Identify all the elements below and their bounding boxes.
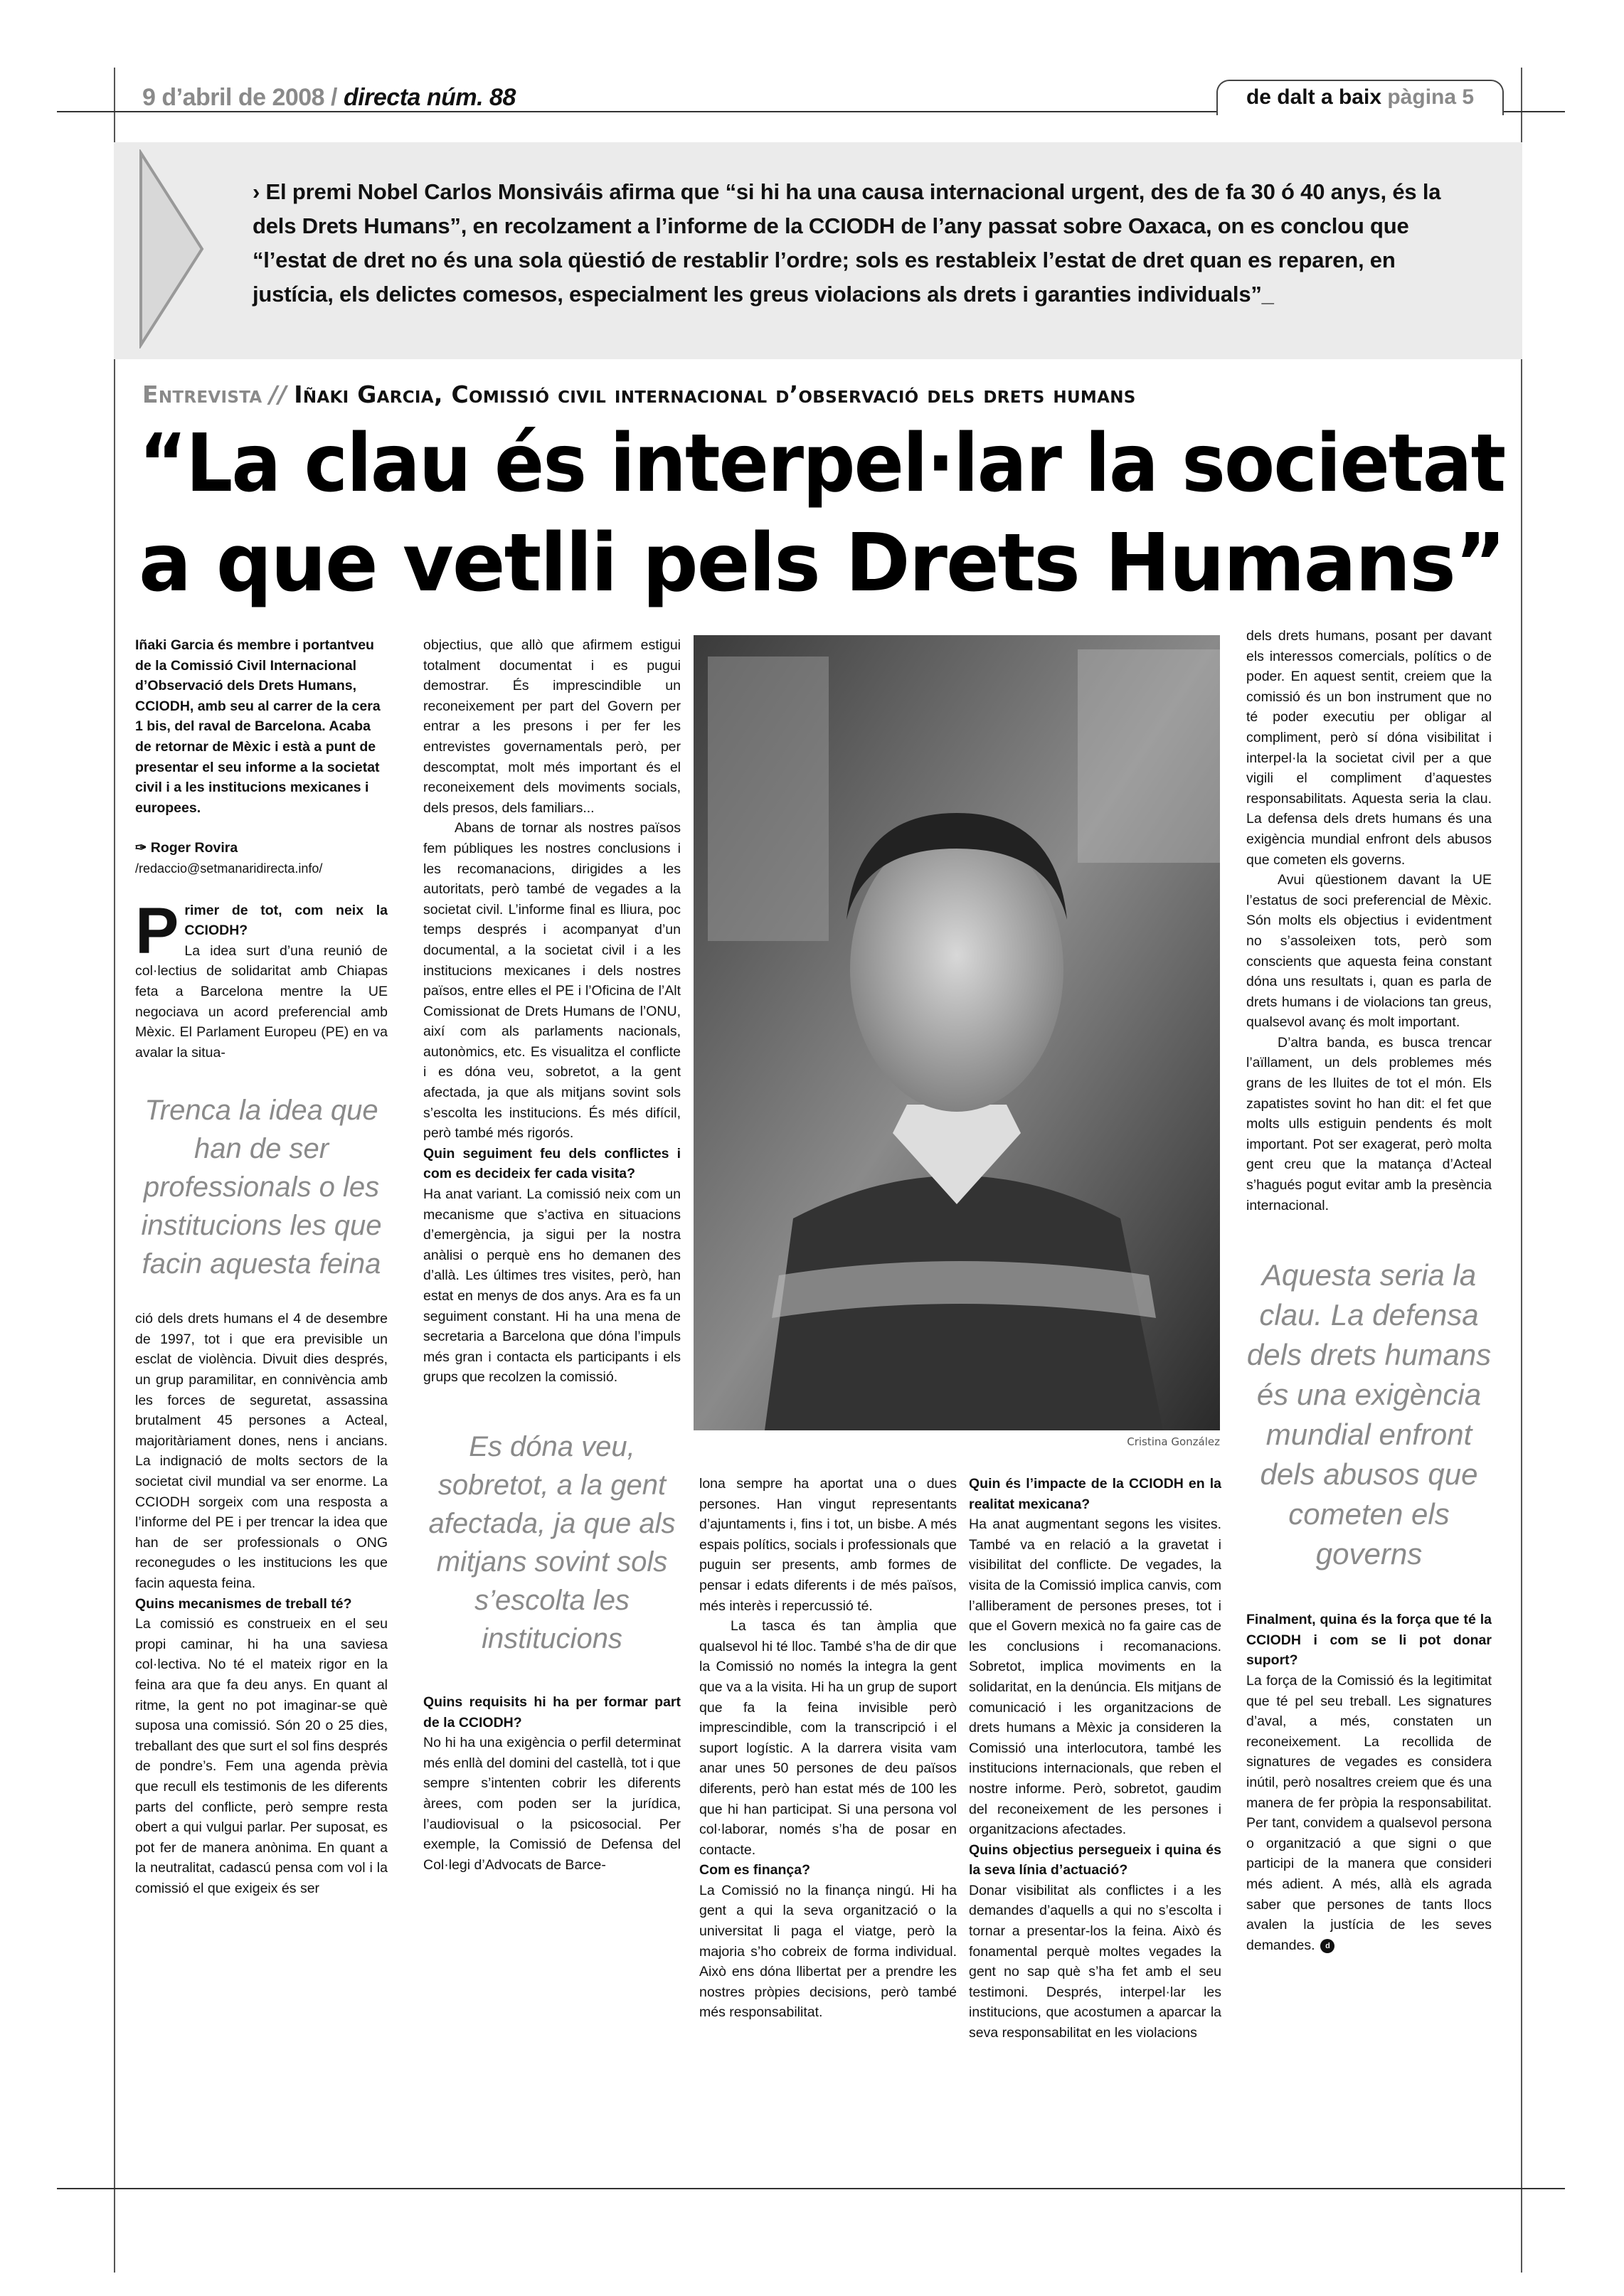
section-kicker: Entrevista <box>142 381 262 408</box>
section-separator: // <box>269 381 287 408</box>
headline-row-1 <box>139 414 1504 514</box>
drop-cap: P <box>135 894 179 967</box>
publication-issue: directa núm. 88 <box>343 84 516 111</box>
pen-icon: ✑ <box>135 840 151 856</box>
pull-quote: Es dóna veu, sobretot, a la gent afectada, ja que als mitjans sovint sols s’escolta les institucions <box>428 1430 676 1654</box>
column-1 <box>135 635 388 1899</box>
column-3 <box>699 1474 957 2023</box>
intro-paragraph: Iñaki Garcia és membre i portantveu de la Comissió Civil Internacional d’Observació dels Drets Humans, CCIODH, amb seu al carrer de la cera 1 bis, del raval de Barcelona. Acaba de retornar de Mèxic i està a punt de presentar el seu informe a la societat civil i a les institucions mexicanes i europees. <box>135 637 381 816</box>
headline <box>139 414 1504 613</box>
answer: lona sempre ha aportat una o dues persones. Han vingut representants d’ajuntaments i, fins i tot, un bisbe. A més espais polítics, socials i professionals que puguin ser presents, amb formes de pensar i edats diferents i de més països, més interès i repercussió té. <box>699 1476 957 1614</box>
portrait-image <box>694 635 1220 1430</box>
section-label <box>142 381 1508 412</box>
answer: Abans de tornar als nostres països fem públiques les nostres conclusions i les recomanacions, dirigides a les autoritats, però també de vegades a la societat civil. L’informe final es lliura, poc temps després i acompanyat d’un documental, a la societat civil i a les institucions mexicanes i dels nostres països, entre elles el PE i l’Oficina de l’Alt Comissionat de Drets Humans de l’ONU, així com als parlaments nacionals, autonòmics, etc. Es visualitza el conflicte i es dóna veu, sobretot, a la gent afectada, ja que als mitjans sovint sols s’escolta les institucions. És més difícil, però també més rigorós. <box>423 820 681 1142</box>
page-number: pàgina 5 <box>1387 85 1475 109</box>
answer: D’altra banda, es busca trencar l’aïllament, un dels problemes més grans de les lluites de tot el món. Els zapatistes sovint ho han dit: el fet que molts ulls estiguin pendents és molt important. Pot ser exagerat, però molta gent creu que la matança d’Acteal s’hagués pogut evitar amb la presència internacional. <box>1246 1034 1492 1213</box>
answer: No hi ha una exigència o perfil determinat més enllà del domini del castellà, tot i que sempre s’intenten cobrir les diferents àrees, com poden ser la jurídica, l’audiovisual o la psicosocial. Per exemple, la Comissió de Defensa del Col·legi d’Advocats de Barce- <box>423 1735 681 1873</box>
issue-date: 9 d’abril de 2008 / <box>142 84 337 111</box>
column-5 <box>1246 626 1492 1955</box>
author-email[interactable]: /redaccio@setmanaridirecta.info/ <box>135 861 323 876</box>
question: rimer de tot, com neix la CCIODH? <box>184 902 388 939</box>
question: Quins requisits hi ha per formar part de la CCIODH? <box>423 1694 681 1731</box>
answer: objectius, que allò que afirmem estigui totalment documentat i es pugui demostrar. És imprescindible un reconeixement per part del Govern per entrar a les presons i per fer les entrevistes governamentals però, per descomptat, molt més important és el reconeixement dels moviments socials, dels presos, dels familiars... <box>423 637 681 816</box>
answer: La tasca és tan àmplia que qualsevol hi té lloc. També s’ha de dir que la Comissió no només la integra la gent que va a la visita. Hi ha un grup de suport que fa la feina invisible però imprescindible, com la transcripció i el suport logístic. A la darrera visita vam anar unes 50 persones de deu països diferents, però han estat més de 100 les que hi han participat. Si una persona vol col·laborar, només s’ha de posar en contacte. <box>699 1618 957 1858</box>
headline-line-1: “La clau és interpel·lar la societat <box>139 418 1505 510</box>
question: Finalment, quina és la força que té la CCIODH i com se li pot donar suport? <box>1246 1612 1492 1669</box>
answer-text: La força de la Comissió és la legitimitat que té pel seu treball. Les signatures d’aval, a més, constaten un reconeixement. La recollida de signatures de vegades es considera inútil, però nosaltres creiem que és una manera de fer pròpia la responsabilitat. Per tant, convidem a qualsevol persona o organització a que signi o que participi de la manera que consideri més adient. A més, allà els agrada saber que persones de tants llocs avalen la justícia de les seves demandes. <box>1246 1673 1492 1953</box>
photo-credit: Cristina González <box>1127 1435 1220 1448</box>
footer-rule <box>57 2188 1565 2189</box>
byline <box>135 838 388 859</box>
question: Com es finança? <box>699 1862 811 1878</box>
answer: ció dels drets humans el 4 de desembre de 1997, tot i que era previsible un esclat de violència. Divuit dies després, un grup paramilitar, en connivència amb les forces de seguretat, assassina brutalment 45 persones a Acteal, majoritàriament dones, nens i ancians. La indignació de molts sectors de la societat civil mundial va ser enorme. La CCIODH sorgeix com una resposta a l’informe del PE i per trencar la idea que han de ser professionals o ONG reconegudes o les institucions les que facin aquesta feina. <box>135 1311 388 1591</box>
pull-quote: Aquesta seria la clau. La defensa dels drets humans és una exigència mundial enfront dels abusos que cometen els governs <box>1246 1258 1492 1571</box>
answer <box>1246 1671 1492 1955</box>
portrait-photo <box>694 635 1220 1430</box>
question: Quin és l’impacte de la CCIODH en la realitat mexicana? <box>969 1476 1221 1512</box>
section-label-line <box>142 381 1136 408</box>
section-subject: Iñaki Garcia, Comissió civil internacional d’observació dels drets humans <box>294 381 1136 408</box>
column-4 <box>969 1474 1221 2043</box>
lead-quote: › El premi Nobel Carlos Monsiváis afirma que “si hi ha una causa internacional urgent, des de fa 30 ó 40 anys, és la dels Drets Humans”, en recolzament a l’informe de la CCIODH de l’any passat sobre Oaxaca, on es conclou que “l’estat de dret no és una sola qüestió de restablir l’ordre; sols es restableix l’estat de dret quan es reparen, en justícia, els delictes comesos, especialment les greus violacions als drets i garanties individuals”_ <box>253 179 1441 307</box>
question: Quins objectius persegueix i quina és la seva línia d’actuació? <box>969 1841 1221 1878</box>
page-header <box>142 84 516 112</box>
author-name: Roger Rovira <box>150 840 238 856</box>
answer: La comissió es construeix en el seu propi caminar, hi ha una saviesa col·lectiva. No té el mateix rigor en la feina ara que fa deu anys. En quant al ritme, la gent no pot imaginar-se què suposa una comissió. Són 20 o 25 dies, treballant des que surt el sol fins després de pondre’s. Fem una agenda prèvia que recull els testimonis de les diferents parts del conflicte, però sempre resta obert a qui vulgui parlar. Per suposat, es pot fer de manera anònima. En quant a la neutralitat, cadascú pensa com vol i la comissió el que exigeix és ser <box>135 1616 388 1896</box>
headline-row-2 <box>139 514 1504 613</box>
left-margin-rule <box>114 68 115 2273</box>
question: Quin seguiment feu dels conflictes i com es decideix fer cada visita? <box>423 1145 681 1182</box>
section-tab <box>1216 80 1504 115</box>
answer: Avui qüestionem davant la UE l’estatus de soci preferencial de Mèxic. Són molts els objectius i evidentment no s’assoleixen tots, però som conscients que aquesta feina constant dóna uns resultats i, quan es parla de drets humans i de violacions tan greus, qualsevol avanç és molt important. <box>1246 872 1492 1031</box>
answer: dels drets humans, posant per davant els interessos comercials, polítics o de poder. En aquest sentit, creiem que la comissió és un bon instrument que no té poder executiu per obligar al compliment, però sí dóna visibilitat i interpel·la la societat civil per a que vigili el compliment d’aquestes responsabilitats. Aquesta seria la clau. La defensa dels drets humans és una exigència mundial enfront dels abusos que cometen els governs. <box>1246 628 1492 868</box>
right-margin-rule <box>1521 68 1522 2273</box>
end-of-article-icon: d <box>1320 1939 1334 1953</box>
answer: Donar visibilitat als conflictes i a les demandes d’aquells a qui no s’escolta i tornar a presentar-los la feina. Això és fonamental perquè moltes vegades la gent no sap què s’ha fet amb el seu testimoni. Després, interpel·lar les institucions, que acostumen a aparcar la seva responsabilitat en les violacions <box>969 1882 1221 2041</box>
answer: La Comissió no la finança ningú. Hi ha gent a qui la seva organització o la universitat li paga el viatge, però la majoria s’ho cobreix de forma individual. Això ens dóna llibertat per a prendre les nostres pròpies decisions, però també més responsabilitat. <box>699 1882 957 2021</box>
chevron-arrow-icon <box>137 149 208 349</box>
headline-line-2: a que vetlli pels Drets Humans” <box>139 517 1505 610</box>
column-2 <box>423 635 681 1875</box>
answer: Ha anat augmentant segons les visites. També va en relació a la gravetat i visibilitat del conflicte. De vegades, la visita de la Comissió implica canvis, com l’alliberament de persones preses, tot i que el Govern mexicà no fa gaire cas de les conclusions i recomanacions. Sobretot, implica moviments en la solidaritat, en la denúncia. Els mitjans de comunicació i les organitzacions de drets humans a Mèxic ja consideren la Comissió una interlocutora, també les institucions internacionals, que reben el nostre informe. Però, sobretot, gaudim del reconeixement de les persones i organitzacions afectades. <box>969 1516 1221 1838</box>
answer: Ha anat variant. La comissió neix com un mecanisme que s’activa en situacions d’emergència, ja sigui per la nostra anàlisi o perquè ens ho demanen des d’allà. Les últimes tres visites, però, han estat en menys de dos anys. Ara es fa un seguiment constant. Hi ha una mena de secretaria a Barcelona que dóna l’impuls més gran i contacta els participants i els grups que recolzen la comissió. <box>423 1186 681 1386</box>
question: Quins mecanismes de treball té? <box>135 1595 352 1612</box>
pull-quote: Trenca la idea que han de ser professionals o les institucions les que facin aquesta feina <box>141 1095 382 1280</box>
answer: La idea surt d’una reunió de col·lectius de solidaritat amb Chiapas feta a Barcelona mentre la UE negociava un acord preferencial amb Mèxic. El Parlament Europeu (PE) en va avalar la situa- <box>135 942 388 1061</box>
section-tab-label: de dalt a baix <box>1246 85 1382 109</box>
